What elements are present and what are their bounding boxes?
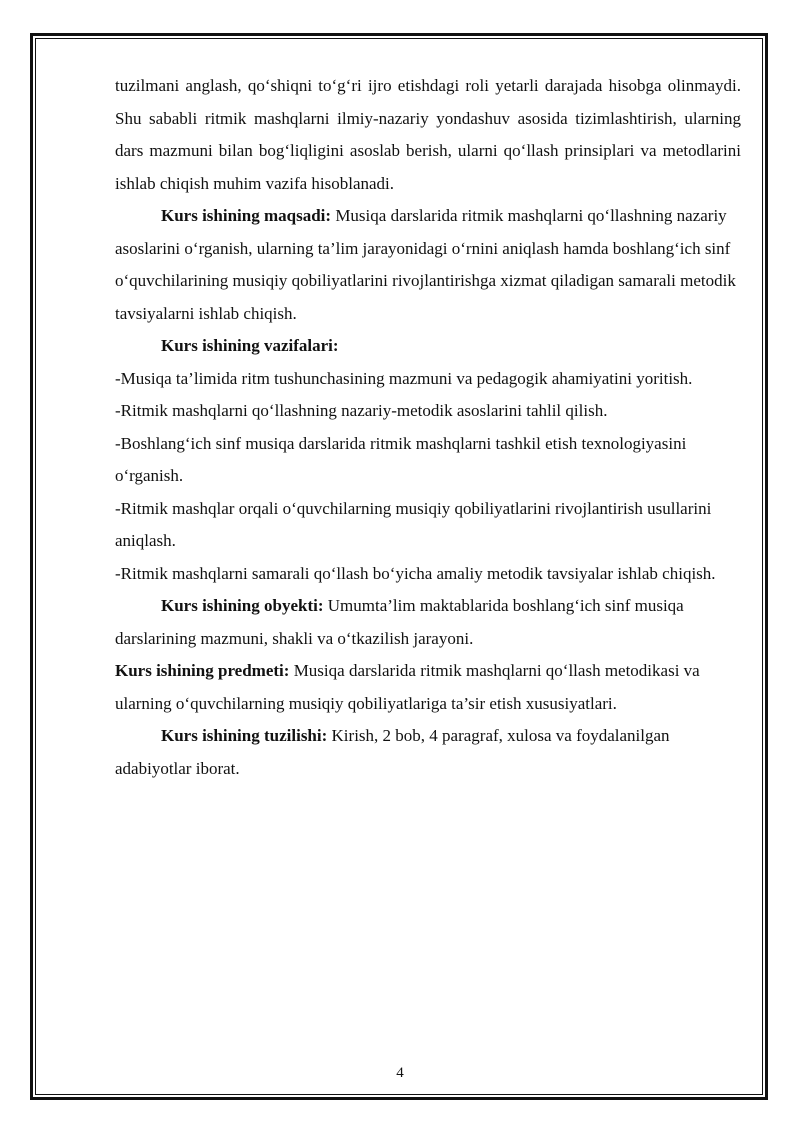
object-text: Umumta’lim maktablarida boshlang‘ich sinf musiqa darslarining mazmuni, shakli va o‘tkazilish jarayoni. — [115, 596, 684, 648]
goal-text: Musiqa darslarida ritmik mashqlarni qo‘llashning nazariy asoslarini o‘rganish, ularning ta’lim jarayonidagi o‘rnini aniqlash hamda boshlang‘ich sinf o‘quvchilarining musiqiy qobiliyatlarini rivojlantirishga xizmat qiladigan samarali metodik tavsiyalarni ishlab chiqish. — [115, 206, 736, 323]
structure-label: Kurs ishining tuzilishi: — [161, 726, 328, 745]
task-item-1: -Musiqa ta’limida ritm tushunchasining mazmuni va pedagogik ahamiyatini yoritish. — [115, 368, 693, 388]
subject-label: Kurs ishining predmeti: — [115, 661, 290, 680]
tasks-heading — [115, 330, 741, 363]
task-item-2: -Ritmik mashqlarni qo‘llashning nazariy-metodik asoslarini tahlil qilish. — [115, 401, 608, 420]
task-item-3: -Boshlang‘ich sinf musiqa darslarida ritmik mashqlarni tashkil etish texnologiyasini o‘rganish. — [115, 433, 687, 485]
object-label: Kurs ishining obyekti: — [161, 596, 324, 615]
subject-paragraph — [115, 655, 741, 720]
task-item-4: -Ritmik mashqlar orqali o‘quvchilarning musiqiy qobiliyatlarini rivojlantirish usullarini aniqlash. — [115, 498, 712, 550]
goal-label: Kurs ishining maqsadi: — [161, 206, 332, 225]
tasks-label: Kurs ishining vazifalari: — [161, 336, 339, 355]
goal-paragraph — [115, 200, 741, 330]
structure-text: Kirish, 2 bob, 4 paragraf, xulosa va foydalanilgan adabiyotlar iborat. — [115, 726, 670, 778]
structure-paragraph — [115, 720, 741, 785]
intro-paragraph: tuzilmani anglash, qo‘shiqni to‘g‘ri ijro etishdagi roli yetarli darajada hisobga olinmaydi. Shu sababli ritmik mashqlarni ilmiy-nazariy yondashuv asosida tizimlashtirish, ularning dars mazmuni bilan bog‘liqligini asoslab berish, ularni qo‘llash prinsiplari va metodlarini ishlab chiqish muhim vazifa hisoblanadi. — [115, 76, 741, 193]
task-item-5: -Ritmik mashqlarni samarali qo‘llash bo‘yicha amaliy metodik tavsiyalar ishlab chiqish. — [115, 563, 716, 583]
page-number: 4 — [396, 1065, 404, 1081]
subject-text: Musiqa darslarida ritmik mashqlarni qo‘llash metodikasi va ularning o‘quvchilarning musiqiy qobiliyatlariga ta’sir etish xususiyatlari. — [115, 661, 700, 713]
object-paragraph — [115, 590, 741, 655]
document-body — [115, 70, 741, 785]
